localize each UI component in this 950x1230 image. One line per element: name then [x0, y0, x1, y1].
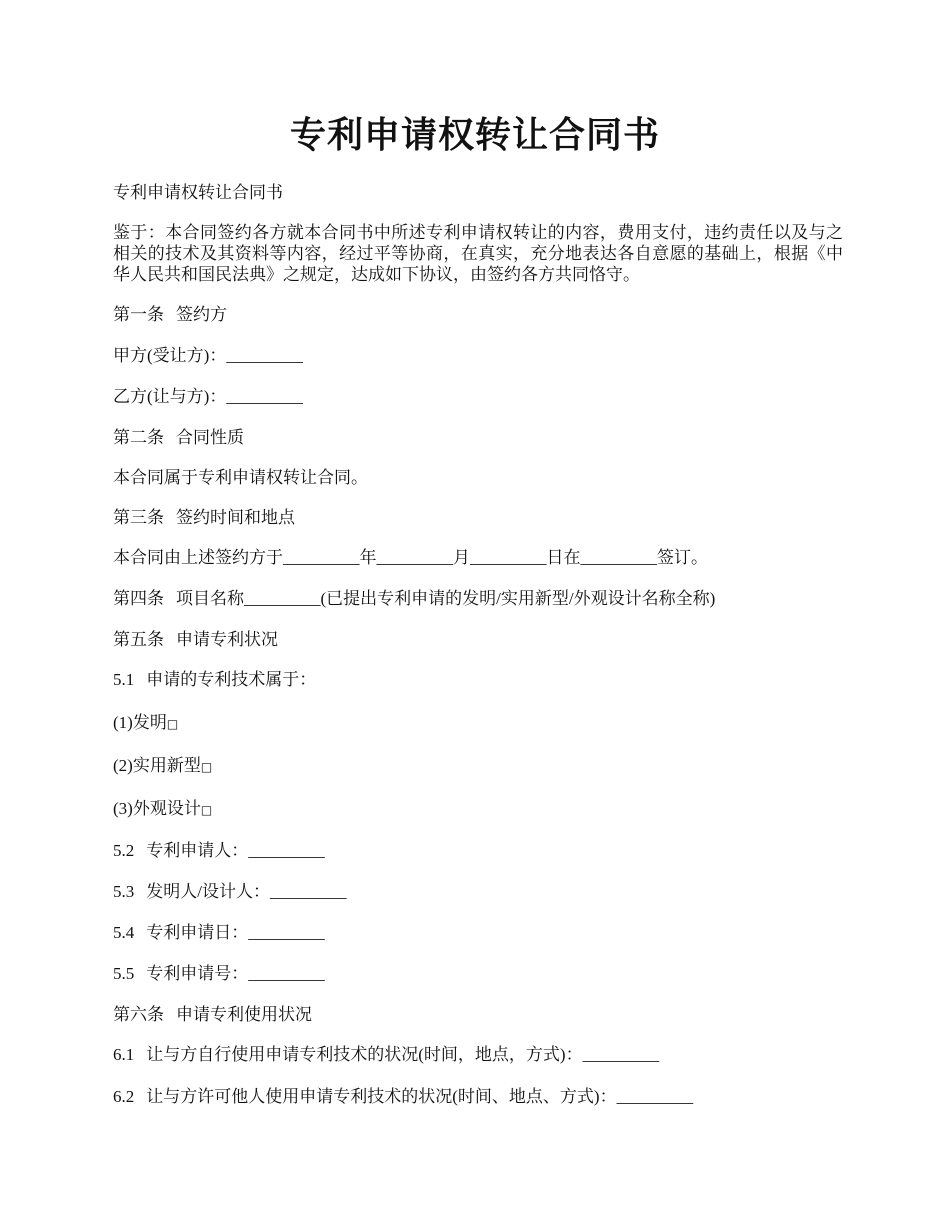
article-number: 第三条 [113, 508, 164, 527]
article-title: 合同性质 [176, 428, 244, 447]
section-text: 申请的专利技术属于： [146, 670, 317, 689]
option-label: (2)实用新型 [113, 756, 201, 775]
document-subtitle: 专利申请权转让合同书 [113, 183, 283, 202]
section-text: 专利申请人：_________ [146, 841, 325, 860]
article-number: 第二条 [113, 428, 164, 447]
section-number: 5.2 [113, 841, 135, 860]
option-utility-model [113, 756, 843, 777]
preamble-paragraph: 鉴于：本合同签约各方就本合同书中所述专利申请权转让的内容，费用支付，违约责任以及与之相关的技术及其资料等内容，经过平等协商，在真实，充分地表达各自意愿的基础上，根据《中华人民共和国民法典》之规定，达成如下协议，由签约各方共同恪守。 [113, 223, 843, 284]
section-text: 让与方许可他人使用申请专利技术的状况(时间、地点、方式)：_________ [146, 1087, 694, 1106]
option-invention [113, 713, 843, 734]
article-title: 签约时间和地点 [176, 508, 295, 527]
article-number: 第一条 [113, 305, 164, 324]
section-5-3 [113, 882, 843, 902]
section-number: 5.3 [113, 882, 135, 901]
article-2-heading [113, 428, 843, 448]
checkbox-icon[interactable]: □ [200, 803, 213, 817]
party-b-line: 乙方(让与方)：_________ [113, 387, 303, 406]
article-5-heading [113, 630, 843, 650]
checkbox-icon[interactable]: □ [166, 717, 179, 731]
article-number: 第五条 [113, 630, 164, 649]
section-5-4 [113, 923, 843, 943]
article-number: 第四条 [113, 589, 164, 608]
section-text: 发明人/设计人：_________ [146, 882, 347, 901]
article-title: 项目名称_________(已提出专利申请的发明/实用新型/外观设计名称全称) [176, 589, 716, 608]
article-3-text: 本合同由上述签约方于_________年_________月_________日在_________签订。 [113, 548, 708, 567]
section-6-1 [113, 1045, 843, 1065]
section-text: 专利申请日：_________ [146, 923, 325, 942]
article-1-heading [113, 305, 843, 325]
article-4-heading [113, 589, 843, 609]
article-title: 申请专利使用状况 [176, 1005, 312, 1024]
article-number: 第六条 [113, 1005, 164, 1024]
article-3-heading [113, 508, 843, 528]
article-title: 申请专利状况 [176, 630, 278, 649]
section-number: 5.5 [113, 964, 135, 983]
section-5-5 [113, 964, 843, 984]
section-text: 让与方自行使用申请专利技术的状况(时间，地点，方式)：_________ [146, 1045, 660, 1064]
option-label: (3)外观设计 [113, 799, 201, 818]
section-number: 5.1 [113, 670, 135, 689]
option-design [113, 799, 843, 820]
document-title: 专利申请权转让合同书 [289, 115, 660, 155]
section-number: 5.4 [113, 923, 135, 942]
article-2-text: 本合同属于专利申请权转让合同。 [113, 468, 368, 487]
article-title: 签约方 [176, 305, 227, 324]
party-a-line: 甲方(受让方)：_________ [113, 346, 303, 365]
article-6-heading [113, 1005, 843, 1025]
section-5-1 [113, 670, 843, 690]
section-text: 专利申请号：_________ [146, 964, 325, 983]
checkbox-icon[interactable]: □ [200, 760, 213, 774]
section-number: 6.1 [113, 1045, 135, 1064]
option-label: (1)发明 [113, 713, 167, 732]
section-number: 6.2 [113, 1087, 135, 1106]
section-5-2 [113, 841, 843, 861]
section-6-2 [113, 1087, 843, 1107]
